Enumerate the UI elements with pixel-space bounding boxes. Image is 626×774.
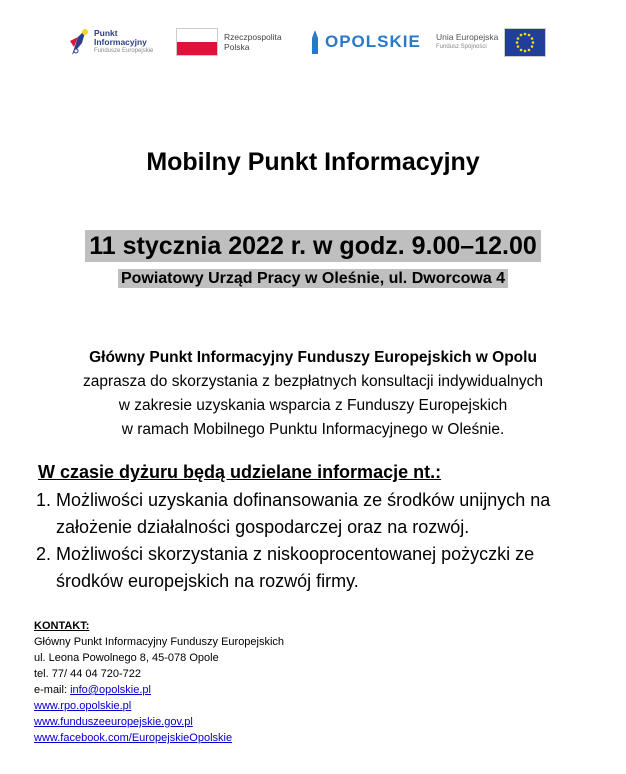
info-list <box>36 487 606 595</box>
opolskie-logo <box>309 22 421 62</box>
tower-icon <box>309 30 321 54</box>
list-item-line1: Możliwości skorzystania z niskooprocentowanej pożyczki ze <box>56 544 535 564</box>
intro-line4: w ramach Mobilnego Punktu Informacyjnego w Oleśnie. <box>121 421 505 438</box>
info-heading: W czasie dyżuru będą udzielane informacje nt.: <box>38 462 442 482</box>
page-title: Mobilny Punkt Informacyjny <box>146 148 480 176</box>
contact-label: KONTAKT: <box>34 620 90 632</box>
contact-org: Główny Punkt Informacyjny Funduszy Europejskich <box>34 636 285 648</box>
event-date: 11 stycznia 2022 r. w godz. 9.00–12.00 <box>85 230 541 262</box>
unia-europejska-logo <box>436 22 546 62</box>
list-item-number: 2. <box>36 544 52 564</box>
list-item-line2: środków europejskich na rozwój firmy. <box>56 571 359 591</box>
eu-flag-icon <box>504 28 546 57</box>
ue-logo-line1: Unia Europejska <box>436 32 499 42</box>
contact-phone: tel. 77/ 44 04 720-722 <box>34 668 142 680</box>
fe-logo-line1: Punkt <box>94 27 118 38</box>
fundusze-link[interactable]: www.funduszeeuropejskie.gov.pl <box>34 716 193 728</box>
intro-paragraph <box>0 346 626 442</box>
event-place: Powiatowy Urząd Pracy w Oleśnie, ul. Dworcowa 4 <box>118 269 508 288</box>
contact-section <box>34 618 284 746</box>
rp-logo-line2: Polska <box>224 42 250 52</box>
rp-logo-line1: Rzeczpospolita <box>224 32 282 42</box>
polish-flag-icon <box>176 28 218 56</box>
list-item-line2: założenie działalności gospodarczej oraz na rozwój. <box>56 517 470 537</box>
list-item-line1: Możliwości uzyskania dofinansowania ze środków unijnych na <box>56 490 551 510</box>
email-link[interactable]: info@opolskie.pl <box>70 684 151 696</box>
opolskie-logo-text: OPOLSKIE <box>325 32 421 51</box>
intro-line2: zaprasza do skorzystania z bezpłatnych konsultacji indywidualnych <box>82 373 544 390</box>
intro-line3: w zakresie uzyskania wsparcia z Funduszy Europejskich <box>118 397 508 414</box>
intro-line1: Główny Punkt Informacyjny Funduszy Europejskich w Opolu <box>89 349 537 366</box>
list-item <box>36 541 606 595</box>
fe-logo-line3: Fundusze Europejskie <box>94 47 154 54</box>
logo-bar <box>0 22 626 62</box>
fe-star-icon <box>68 27 90 57</box>
rpo-link[interactable]: www.rpo.opolskie.pl <box>34 700 132 712</box>
contact-email-row <box>34 682 284 698</box>
ue-logo-line2: Fundusz Spójności <box>436 44 487 50</box>
list-item-number: 1. <box>36 490 52 510</box>
contact-address: ul. Leona Powolnego 8, 45-078 Opole <box>34 652 219 664</box>
rzeczpospolita-logo <box>176 22 282 62</box>
list-item <box>36 487 606 541</box>
fundusze-europejskie-logo <box>68 22 153 62</box>
facebook-link[interactable]: www.facebook.com/EuropejskieOpolskie <box>34 732 233 744</box>
contact-email-prefix: e-mail: <box>34 684 71 696</box>
fe-logo-line2: Informacyjny <box>94 36 147 47</box>
